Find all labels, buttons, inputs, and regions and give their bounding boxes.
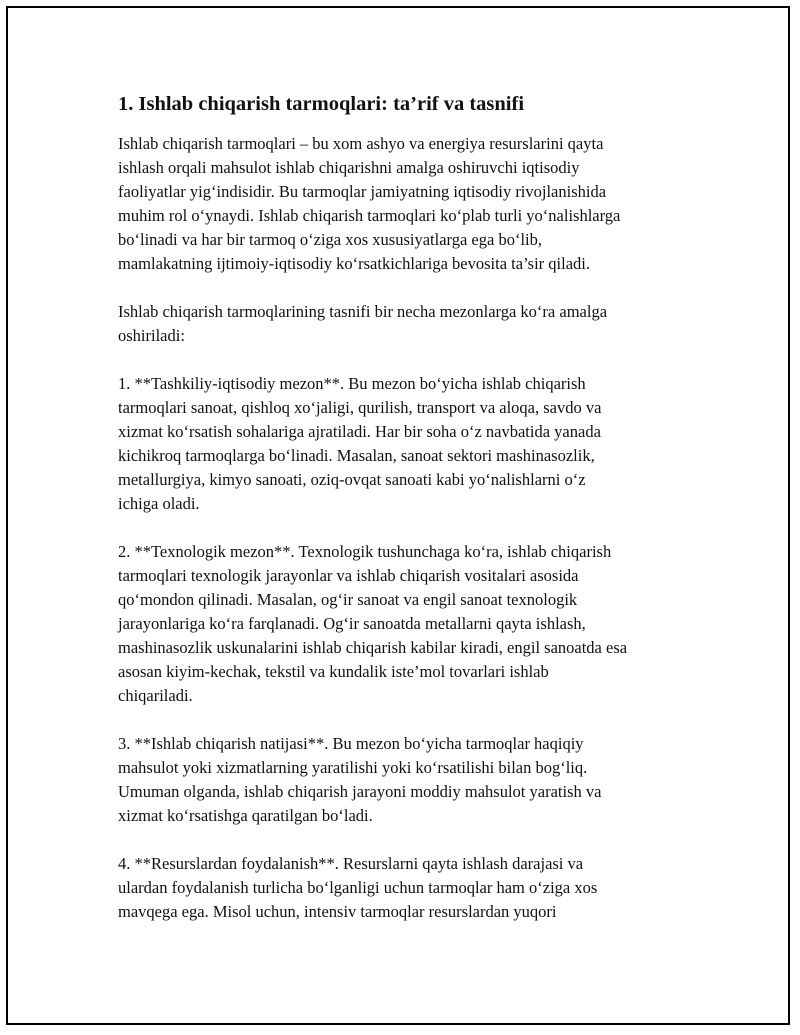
document-body: [118, 90, 690, 948]
text-line: ichiga oladi.: [118, 494, 200, 513]
text-line: mamlakatning ijtimoiy-iqtisodiy ko‘rsatkichlariga bevosita ta’sir qiladi.: [118, 254, 590, 273]
text-line: faoliyatlar yig‘indisidir. Bu tarmoqlar jamiyatning iqtisodiy rivojlanishida: [118, 182, 607, 201]
text-line: ishlash orqali mahsulot ishlab chiqarishni amalga oshiruvchi iqtisodiy: [118, 158, 580, 177]
paragraph: [118, 732, 690, 828]
text-line: ulardan foydalanish turlicha bo‘lganligi uchun tarmoqlar ham o‘ziga xos: [118, 878, 598, 897]
text-line: tarmoqlari texnologik jarayonlar va ishlab chiqarish vositalari asosida: [118, 566, 579, 585]
paragraph: [118, 372, 690, 516]
text-line: kichikroq tarmoqlarga bo‘linadi. Masalan, sanoat sektori mashinasozlik,: [118, 446, 595, 465]
text-line: qo‘mondon qilinadi. Masalan, og‘ir sanoat va engil sanoat texnologik: [118, 590, 578, 609]
text-line: 1. **Tashkiliy-iqtisodiy mezon**. Bu mezon bo‘yicha ishlab chiqarish: [118, 374, 586, 393]
text-line: chiqariladi.: [118, 686, 193, 705]
text-line: bo‘linadi va har bir tarmoq o‘ziga xos xususiyatlarga ega bo‘lib,: [118, 230, 542, 249]
text-line: tarmoqlari sanoat, qishloq xo‘jaligi, qurilish, transport va aloqa, savdo va: [118, 398, 602, 417]
text-line: mashinasozlik uskunalarini ishlab chiqarish kabilar kiradi, engil sanoatda esa: [118, 638, 628, 657]
text-line: 4. **Resurslardan foydalanish**. Resurslarni qayta ishlash darajasi va: [118, 854, 584, 873]
text-line: 3. **Ishlab chiqarish natijasi**. Bu mezon bo‘yicha tarmoqlar haqiqiy: [118, 734, 584, 753]
section-heading: 1. Ishlab chiqarish tarmoqlari: ta’rif va tasnifi: [118, 93, 525, 115]
text-line: xizmat ko‘rsatish sohalariga ajratiladi. Har bir soha o‘z navbatida yanada: [118, 422, 601, 441]
text-line: muhim rol o‘ynaydi. Ishlab chiqarish tarmoqlari ko‘plab turli yo‘nalishlarga: [118, 206, 621, 225]
text-line: Ishlab chiqarish tarmoqlari – bu xom ashyo va energiya resurslarini qayta: [118, 134, 604, 153]
text-line: mavqega ega. Misol uchun, intensiv tarmoqlar resurslardan yuqori: [118, 902, 557, 921]
text-line: jarayonlariga ko‘ra farqlanadi. Og‘ir sanoatda metallarni qayta ishlash,: [118, 614, 586, 633]
text-line: asosan kiyim-kechak, tekstil va kundalik iste’mol tovarlari ishlab: [118, 662, 549, 681]
paragraph: [118, 132, 690, 276]
text-line: Umuman olganda, ishlab chiqarish jarayoni moddiy mahsulot yaratish va: [118, 782, 602, 801]
text-line: metallurgiya, kimyo sanoati, oziq-ovqat sanoati kabi yo‘nalishlarni o‘z: [118, 470, 586, 489]
text-line: mahsulot yoki xizmatlarning yaratilishi yoki ko‘rsatilishi bilan bog‘liq.: [118, 758, 588, 777]
text-line: Ishlab chiqarish tarmoqlarining tasnifi bir necha mezonlarga ko‘ra amalga: [118, 302, 608, 321]
paragraph: [118, 300, 690, 348]
text-line: xizmat ko‘rsatishga qaratilgan bo‘ladi.: [118, 806, 373, 825]
paragraph: [118, 540, 690, 708]
paragraph: [118, 852, 690, 924]
paragraph-list: [118, 132, 690, 924]
text-line: 2. **Texnologik mezon**. Texnologik tushunchaga ko‘ra, ishlab chiqarish: [118, 542, 612, 561]
text-line: oshiriladi:: [118, 326, 185, 345]
